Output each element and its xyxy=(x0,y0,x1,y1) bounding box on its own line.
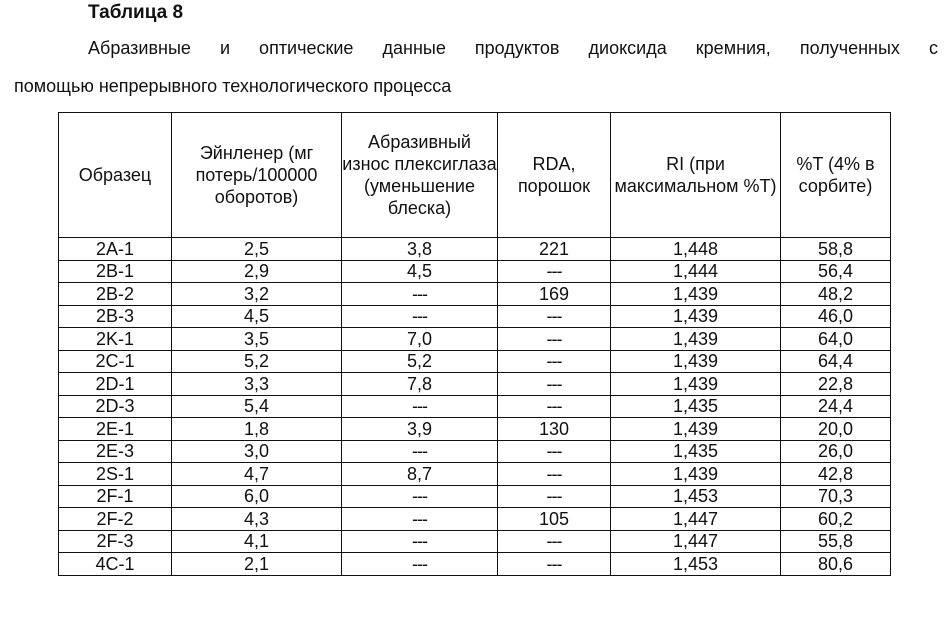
cell-transmittance: 24,4 xyxy=(781,395,891,418)
cell-transmittance: 20,0 xyxy=(781,418,891,441)
cell-plexiglass-abrasion: --- xyxy=(342,395,498,418)
cell-einlehner: 4,5 xyxy=(172,305,342,328)
cell-ri: 1,453 xyxy=(611,553,781,576)
table-header-row xyxy=(59,113,891,238)
cell-rda: --- xyxy=(498,350,611,373)
cell-rda: 130 xyxy=(498,418,611,441)
table-row xyxy=(59,485,891,508)
cell-ri: 1,448 xyxy=(611,238,781,261)
cell-sample: 4C-1 xyxy=(59,553,172,576)
cell-plexiglass-abrasion: --- xyxy=(342,440,498,463)
header-transmittance: %T (4% в сорбите) xyxy=(781,113,891,238)
cell-plexiglass-abrasion: --- xyxy=(342,485,498,508)
cell-rda: --- xyxy=(498,553,611,576)
cell-transmittance: 55,8 xyxy=(781,530,891,553)
table-row xyxy=(59,553,891,576)
cell-rda: 105 xyxy=(498,508,611,531)
cell-ri: 1,435 xyxy=(611,440,781,463)
table-caption-line-1: Абразивные и оптические данные продуктов диоксида кремния, полученных с xyxy=(88,38,938,58)
cell-einlehner: 4,7 xyxy=(172,463,342,486)
cell-sample: 2K-1 xyxy=(59,328,172,351)
cell-rda: --- xyxy=(498,373,611,396)
cell-sample: 2B-1 xyxy=(59,260,172,283)
cell-rda: --- xyxy=(498,395,611,418)
cell-plexiglass-abrasion: --- xyxy=(342,553,498,576)
cell-plexiglass-abrasion: --- xyxy=(342,305,498,328)
cell-rda: --- xyxy=(498,530,611,553)
cell-einlehner: 3,0 xyxy=(172,440,342,463)
header-sample: Образец xyxy=(59,113,172,238)
cell-einlehner: 2,9 xyxy=(172,260,342,283)
cell-plexiglass-abrasion: --- xyxy=(342,508,498,531)
cell-sample: 2A-1 xyxy=(59,238,172,261)
cell-ri: 1,439 xyxy=(611,373,781,396)
cell-einlehner: 6,0 xyxy=(172,485,342,508)
cell-ri: 1,439 xyxy=(611,350,781,373)
cell-ri: 1,439 xyxy=(611,283,781,306)
cell-ri: 1,439 xyxy=(611,463,781,486)
cell-rda: --- xyxy=(498,305,611,328)
cell-sample: 2F-3 xyxy=(59,530,172,553)
cell-sample: 2E-3 xyxy=(59,440,172,463)
cell-transmittance: 80,6 xyxy=(781,553,891,576)
table-row xyxy=(59,283,891,306)
cell-transmittance: 58,8 xyxy=(781,238,891,261)
cell-rda: --- xyxy=(498,463,611,486)
cell-sample: 2F-2 xyxy=(59,508,172,531)
cell-einlehner: 3,5 xyxy=(172,328,342,351)
cell-sample: 2B-2 xyxy=(59,283,172,306)
cell-einlehner: 4,1 xyxy=(172,530,342,553)
table-row xyxy=(59,238,891,261)
cell-ri: 1,453 xyxy=(611,485,781,508)
cell-rda: --- xyxy=(498,440,611,463)
cell-transmittance: 64,4 xyxy=(781,350,891,373)
cell-transmittance: 42,8 xyxy=(781,463,891,486)
cell-sample: 2S-1 xyxy=(59,463,172,486)
table-row xyxy=(59,530,891,553)
table-row xyxy=(59,463,891,486)
cell-rda: 221 xyxy=(498,238,611,261)
table-row xyxy=(59,350,891,373)
cell-sample: 2C-1 xyxy=(59,350,172,373)
cell-transmittance: 60,2 xyxy=(781,508,891,531)
header-ri: RI (при максимальном %T) xyxy=(611,113,781,238)
cell-rda: 169 xyxy=(498,283,611,306)
table-row xyxy=(59,440,891,463)
cell-einlehner: 3,3 xyxy=(172,373,342,396)
cell-plexiglass-abrasion: --- xyxy=(342,530,498,553)
cell-sample: 2F-1 xyxy=(59,485,172,508)
cell-rda: --- xyxy=(498,328,611,351)
cell-plexiglass-abrasion: 3,9 xyxy=(342,418,498,441)
table-row xyxy=(59,418,891,441)
cell-ri: 1,447 xyxy=(611,508,781,531)
cell-einlehner: 5,2 xyxy=(172,350,342,373)
cell-transmittance: 64,0 xyxy=(781,328,891,351)
table-row xyxy=(59,395,891,418)
header-plexiglass-abrasion: Абразивный износ плексиглаза (уменьшение блеска) xyxy=(342,113,498,238)
header-einlehner: Эйнленер (мг потерь/100000 оборотов) xyxy=(172,113,342,238)
cell-rda: --- xyxy=(498,260,611,283)
cell-einlehner: 2,1 xyxy=(172,553,342,576)
cell-plexiglass-abrasion: 8,7 xyxy=(342,463,498,486)
table-caption-line-2: помощью непрерывного технологического процесса xyxy=(14,76,452,96)
cell-sample: 2D-1 xyxy=(59,373,172,396)
cell-ri: 1,444 xyxy=(611,260,781,283)
cell-einlehner: 5,4 xyxy=(172,395,342,418)
cell-transmittance: 70,3 xyxy=(781,485,891,508)
cell-plexiglass-abrasion: 3,8 xyxy=(342,238,498,261)
cell-ri: 1,439 xyxy=(611,418,781,441)
cell-sample: 2E-1 xyxy=(59,418,172,441)
cell-transmittance: 46,0 xyxy=(781,305,891,328)
table-row xyxy=(59,328,891,351)
table-title: Таблица 8 xyxy=(88,2,184,23)
cell-einlehner: 4,3 xyxy=(172,508,342,531)
cell-plexiglass-abrasion: --- xyxy=(342,283,498,306)
table-body xyxy=(59,238,891,576)
cell-ri: 1,439 xyxy=(611,305,781,328)
table-row xyxy=(59,508,891,531)
table-row xyxy=(59,305,891,328)
cell-einlehner: 1,8 xyxy=(172,418,342,441)
cell-ri: 1,435 xyxy=(611,395,781,418)
cell-rda: --- xyxy=(498,485,611,508)
table-row xyxy=(59,373,891,396)
cell-sample: 2D-3 xyxy=(59,395,172,418)
cell-plexiglass-abrasion: 7,8 xyxy=(342,373,498,396)
cell-ri: 1,447 xyxy=(611,530,781,553)
cell-plexiglass-abrasion: 7,0 xyxy=(342,328,498,351)
cell-plexiglass-abrasion: 5,2 xyxy=(342,350,498,373)
cell-ri: 1,439 xyxy=(611,328,781,351)
cell-einlehner: 3,2 xyxy=(172,283,342,306)
data-table xyxy=(58,112,891,576)
header-rda: RDA, порошок xyxy=(498,113,611,238)
cell-transmittance: 56,4 xyxy=(781,260,891,283)
cell-transmittance: 22,8 xyxy=(781,373,891,396)
cell-sample: 2B-3 xyxy=(59,305,172,328)
cell-transmittance: 26,0 xyxy=(781,440,891,463)
cell-einlehner: 2,5 xyxy=(172,238,342,261)
table-row xyxy=(59,260,891,283)
cell-plexiglass-abrasion: 4,5 xyxy=(342,260,498,283)
cell-transmittance: 48,2 xyxy=(781,283,891,306)
